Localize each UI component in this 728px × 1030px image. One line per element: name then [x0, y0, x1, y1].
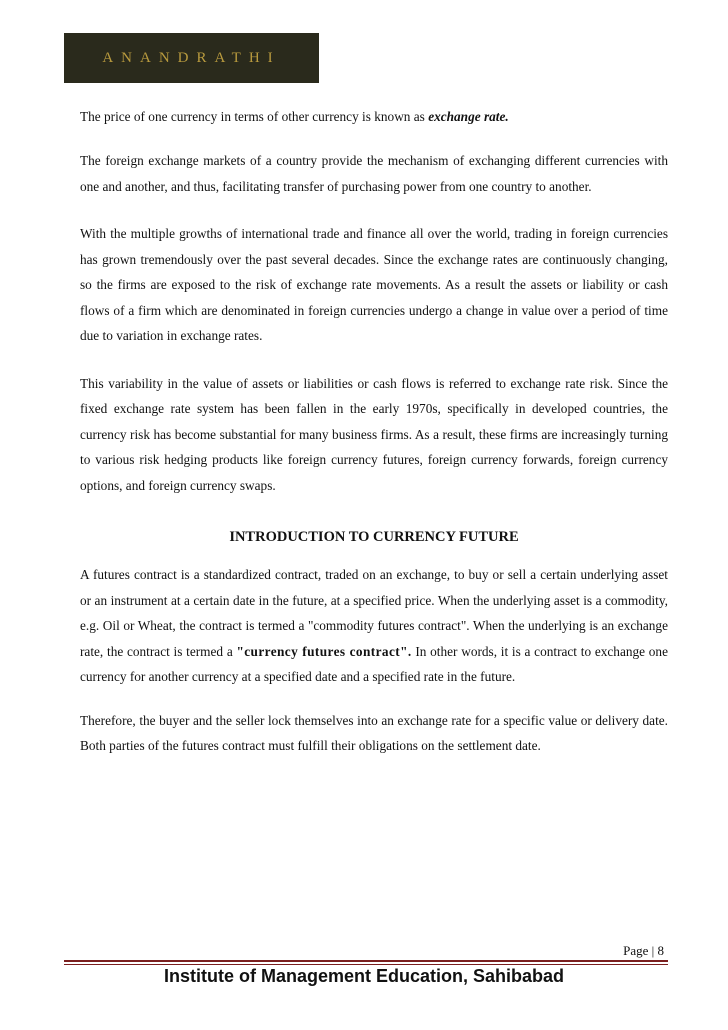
page-number: Page | 8 — [623, 943, 664, 958]
paragraph-settlement: Therefore, the buyer and the seller lock themselves into an exchange rate for a specific value or delivery date. Both parties of the futures contract must fulfill their obligations on the settlement date. — [80, 712, 668, 753]
p5-quoted-term: "commodity futures contract" — [307, 618, 467, 633]
paragraph-futures-contract — [80, 562, 668, 690]
institute-name: Institute of Management Education, Sahibabad — [163, 966, 565, 986]
p5-text-c: In other words, it is a contract to exchange one currency for another currency at a specified date and a specified rate in the future. — [80, 643, 668, 684]
p5-text-a: A futures contract is a standardized contract, traded on an exchange, to buy or sell a certain underlying asset or an instrument at a certain date in the future, at a specified price. When the underlying asset is a commodity, e.g. Oil or Wheat, the contract is termed a — [80, 567, 668, 633]
p5-currency-futures-term: "currency futures contract". — [236, 643, 412, 659]
paragraph-growth-of-trade: With the multiple growths of international trade and finance all over the world, trading in foreign currencies has grown tremendously over the past several decades. Since the exchange rates are continuously changing, so the firms are exposed to the risk of exchange rate movements. As a result the assets or liability or cash flows of a firm which are denominated in foreign currencies undergo a change in value over a period of time due to variation in exchange rates. — [80, 226, 668, 343]
footer-divider — [64, 960, 668, 962]
logo-text: ANANDRATHI — [102, 49, 281, 66]
footer-divider-thin — [64, 964, 668, 965]
p1-term: exchange rate. — [428, 109, 509, 124]
p1-text: The price of one currency in terms of other currency is known as — [80, 109, 429, 124]
paragraph-foreign-exchange-markets: The foreign exchange markets of a country provide the mechanism of exchanging different currencies with one and another, and thus, facilitating transfer of purchasing power from one country to another. — [80, 153, 668, 194]
section-heading: INTRODUCTION TO CURRENCY FUTURE — [229, 529, 519, 545]
page-body — [80, 108, 668, 759]
paragraph-exchange-rate-definition — [80, 108, 668, 126]
company-logo — [64, 33, 319, 83]
paragraph-exchange-rate-risk: This variability in the value of assets or liabilities or cash flows is referred to exchange rate risk. Since the fixed exchange rate system has been fallen in the early 1970s, specifically in developed countries, the currency risk has become substantial for many business firms. As a result, these firms are increasingly turning to various risk hedging products like foreign currency futures, foreign currency forwards, foreign currency options, and foreign currency swaps. — [80, 375, 668, 493]
p5-text-b: . When the underlying is an exchange rate, the contract is termed a — [80, 618, 668, 659]
